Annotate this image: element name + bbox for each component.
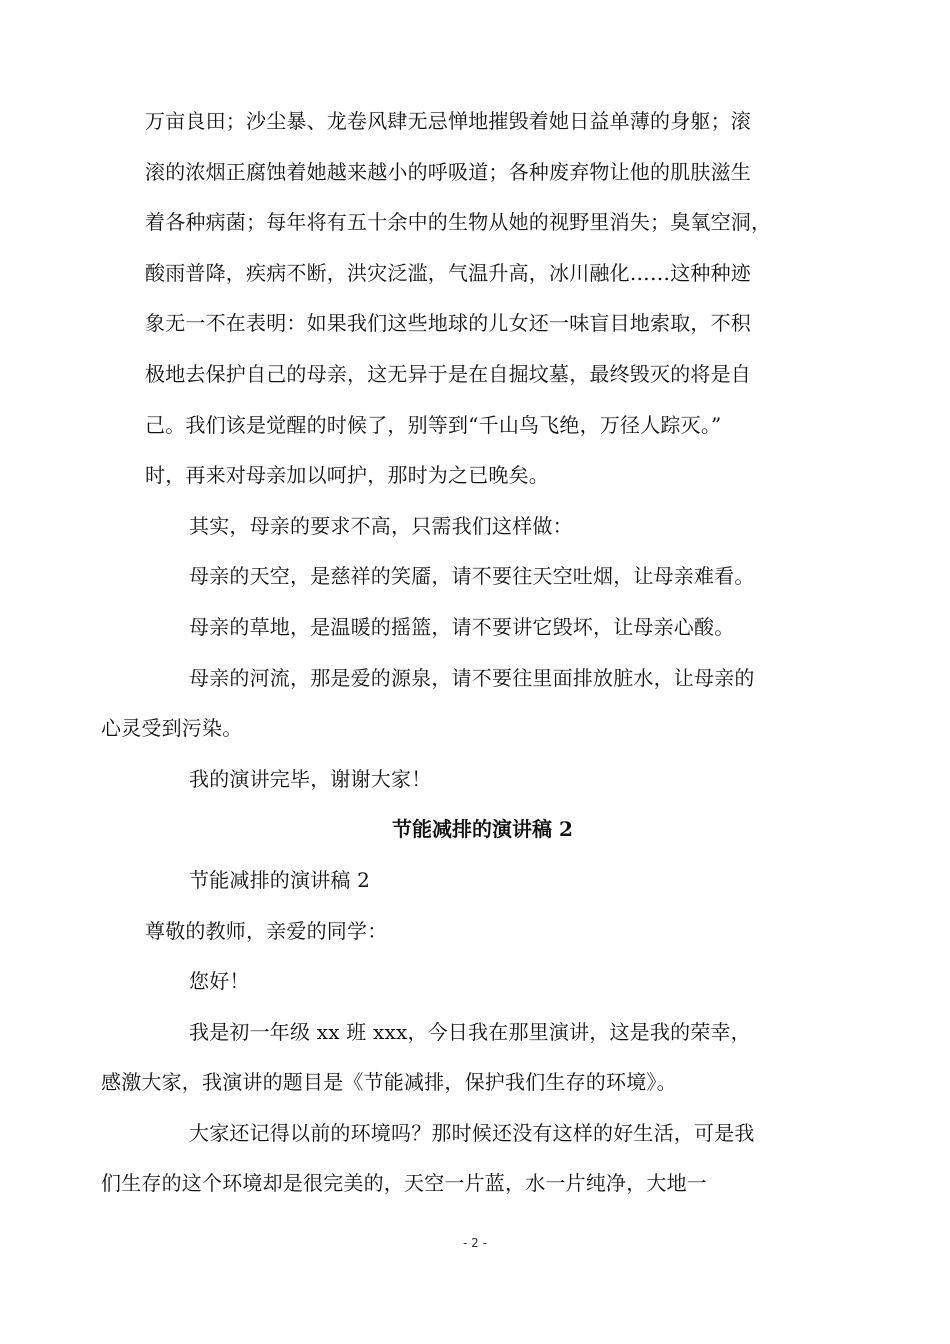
paragraph-past-environment	[101, 1108, 820, 1209]
text-line: 我是初一年级 xx 班 xxx，今日我在那里演讲，这是我的荣幸，	[189, 1019, 751, 1044]
text-line: 母亲的河流，那是爱的源泉，请不要往里面排放脏水，让母亲的	[189, 665, 755, 690]
paragraph-mother-requests	[145, 501, 820, 552]
paragraph-greeting	[145, 956, 820, 1007]
paragraph-speech-title	[145, 855, 820, 906]
paragraph-mother-sky	[145, 551, 820, 602]
section-heading: 节能减排的演讲稿 2	[392, 817, 573, 842]
paragraph-salutation	[145, 906, 820, 957]
text-line: 着各种病菌；每年将有五十余中的生物从她的视野里消失；臭氧空洞，	[145, 210, 772, 235]
paragraph-introduction	[101, 1007, 820, 1108]
text-line: 们生存的这个环境却是很完美的，天空一片蓝，水一片纯净，大地一	[101, 1171, 707, 1196]
text-line: 母亲的草地，是温暖的摇篮，请不要讲它毁坏，让母亲心酸。	[189, 614, 735, 639]
text-line: 时，再来对母亲加以呵护，那时为之已晚矣。	[145, 463, 549, 488]
paragraph-environment-damage	[145, 96, 820, 501]
text-line: 节能减排的演讲稿 2	[189, 867, 371, 892]
paragraph-speech-end	[145, 754, 820, 805]
text-line: 我的演讲完毕，谢谢大家！	[189, 766, 432, 791]
text-line: 己。我们该是觉醒的时候了，别等到“千山鸟飞绝，万径人踪灭。”	[145, 412, 722, 437]
text-line: 您好！	[189, 969, 250, 994]
text-line: 其实，母亲的要求不高，只需我们这样做：	[189, 513, 573, 538]
paragraph-mother-river	[101, 653, 820, 754]
text-line: 万亩良田；沙尘暴、龙卷风肆无忌惮地摧毁着她日益单薄的身躯；滚	[145, 109, 751, 133]
text-line: 尊敬的教师，亲爱的同学：	[145, 918, 388, 943]
text-line: 心灵受到污染。	[101, 716, 243, 741]
document-body	[101, 96, 820, 1209]
text-line: 母亲的天空，是慈祥的笑靥，请不要往天空吐烟，让母亲难看。	[189, 564, 755, 589]
text-line: 大家还记得以前的环境吗？那时候还没有这样的好生活，可是我	[189, 1120, 755, 1145]
text-line: 感激大家，我演讲的题目是《节能减排，保护我们生存的环境》。	[101, 1070, 677, 1095]
text-line: 象无一不在表明：如果我们这些地球的儿女还一味盲目地索取，不积	[145, 311, 751, 336]
page-number: - 2 -	[463, 1236, 487, 1250]
paragraph-mother-grass	[145, 602, 820, 653]
text-line: 滚的浓烟正腐蚀着她越来越小的呼吸道；各种废弃物让他的肌肤滋生	[145, 159, 751, 184]
text-line: 极地去保护自己的母亲，这无异于是在自掘坟墓，最终毁灭的将是自	[145, 361, 751, 386]
text-line: 酸雨普降，疾病不断，洪灾泛滥，气温升高，冰川融化……这种种迹	[145, 260, 751, 285]
